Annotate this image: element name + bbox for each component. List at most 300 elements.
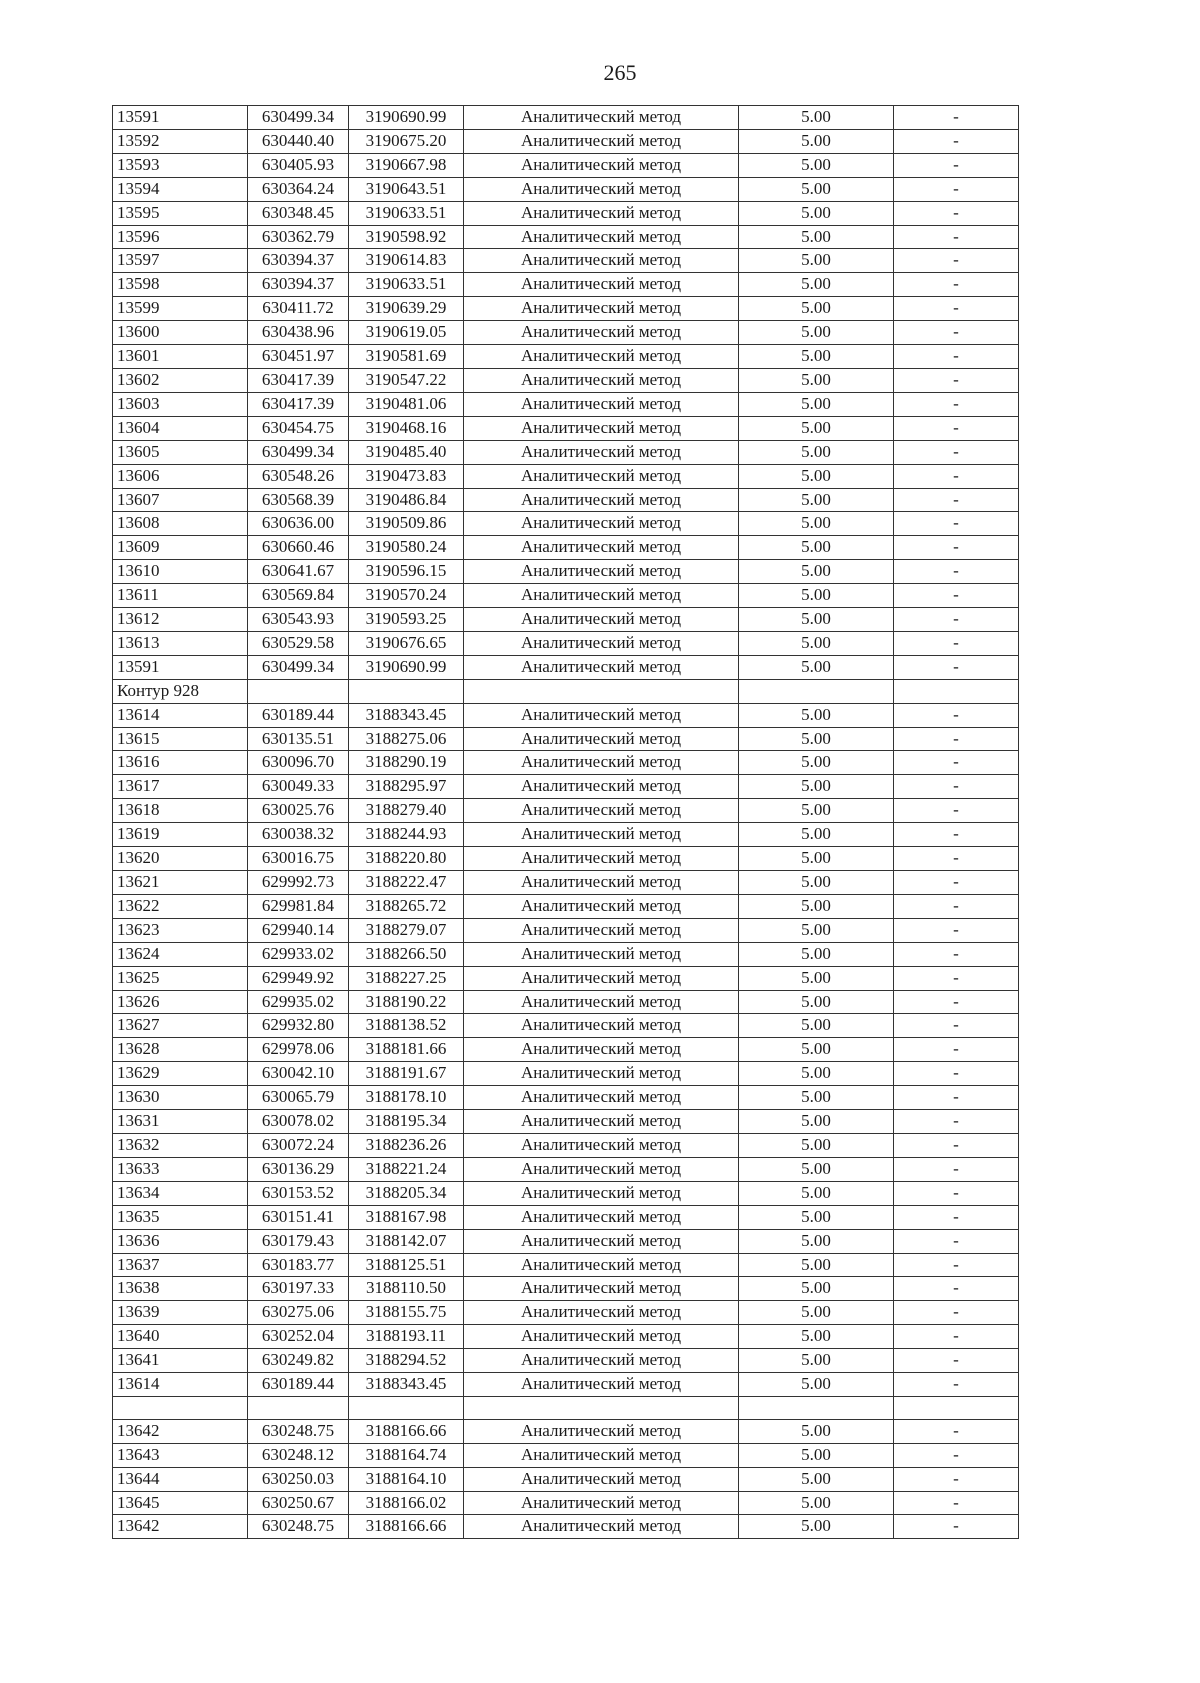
point-number-cell: 13617 bbox=[113, 775, 248, 799]
method-cell: Аналитический метод bbox=[464, 751, 739, 775]
accuracy-cell: 5.00 bbox=[739, 488, 894, 512]
x-coordinate-cell: 630025.76 bbox=[248, 799, 349, 823]
method-cell: Аналитический метод bbox=[464, 631, 739, 655]
table-row bbox=[113, 321, 1019, 345]
method-cell: Аналитический метод bbox=[464, 966, 739, 990]
method-cell: Аналитический метод bbox=[464, 584, 739, 608]
table-row bbox=[113, 1229, 1019, 1253]
note-cell: - bbox=[894, 727, 1019, 751]
x-coordinate-cell: 629992.73 bbox=[248, 871, 349, 895]
y-coordinate-cell: 3190639.29 bbox=[349, 297, 464, 321]
point-number-cell: 13614 bbox=[113, 703, 248, 727]
point-number-cell: 13636 bbox=[113, 1229, 248, 1253]
point-number-cell: 13591 bbox=[113, 106, 248, 130]
note-cell: - bbox=[894, 512, 1019, 536]
x-coordinate-cell: 630362.79 bbox=[248, 225, 349, 249]
accuracy-cell: 5.00 bbox=[739, 1110, 894, 1134]
point-number-cell: 13605 bbox=[113, 440, 248, 464]
accuracy-cell: 5.00 bbox=[739, 631, 894, 655]
x-coordinate-cell: 630568.39 bbox=[248, 488, 349, 512]
y-coordinate-cell: 3188294.52 bbox=[349, 1349, 464, 1373]
y-coordinate-cell: 3190581.69 bbox=[349, 345, 464, 369]
y-coordinate-cell: 3188155.75 bbox=[349, 1301, 464, 1325]
point-number-cell: 13619 bbox=[113, 823, 248, 847]
x-coordinate-cell: 630136.29 bbox=[248, 1157, 349, 1181]
accuracy-cell: 5.00 bbox=[739, 416, 894, 440]
method-cell: Аналитический метод bbox=[464, 1038, 739, 1062]
coordinates-table-body bbox=[113, 106, 1019, 1539]
method-cell: Аналитический метод bbox=[464, 823, 739, 847]
y-coordinate-cell: 3188222.47 bbox=[349, 871, 464, 895]
y-coordinate-cell: 3188181.66 bbox=[349, 1038, 464, 1062]
x-coordinate-cell: 630440.40 bbox=[248, 129, 349, 153]
y-coordinate-cell: 3188227.25 bbox=[349, 966, 464, 990]
note-cell: - bbox=[894, 560, 1019, 584]
method-cell bbox=[464, 679, 739, 703]
method-cell: Аналитический метод bbox=[464, 416, 739, 440]
table-row bbox=[113, 129, 1019, 153]
method-cell: Аналитический метод bbox=[464, 871, 739, 895]
x-coordinate-cell bbox=[248, 1396, 349, 1419]
y-coordinate-cell: 3190485.40 bbox=[349, 440, 464, 464]
y-coordinate-cell: 3190675.20 bbox=[349, 129, 464, 153]
y-coordinate-cell: 3190619.05 bbox=[349, 321, 464, 345]
table-row bbox=[113, 1110, 1019, 1134]
accuracy-cell: 5.00 bbox=[739, 918, 894, 942]
y-coordinate-cell: 3188138.52 bbox=[349, 1014, 464, 1038]
x-coordinate-cell: 630189.44 bbox=[248, 703, 349, 727]
table-row bbox=[113, 1467, 1019, 1491]
table-row bbox=[113, 1157, 1019, 1181]
method-cell: Аналитический метод bbox=[464, 1301, 739, 1325]
x-coordinate-cell: 630438.96 bbox=[248, 321, 349, 345]
note-cell: - bbox=[894, 1205, 1019, 1229]
note-cell: - bbox=[894, 823, 1019, 847]
note-cell: - bbox=[894, 536, 1019, 560]
table-row bbox=[113, 1373, 1019, 1397]
x-coordinate-cell: 629978.06 bbox=[248, 1038, 349, 1062]
accuracy-cell: 5.00 bbox=[739, 871, 894, 895]
point-number-cell: 13622 bbox=[113, 894, 248, 918]
method-cell: Аналитический метод bbox=[464, 1229, 739, 1253]
note-cell: - bbox=[894, 488, 1019, 512]
point-number-cell: 13611 bbox=[113, 584, 248, 608]
y-coordinate-cell: 3190473.83 bbox=[349, 464, 464, 488]
table-row bbox=[113, 608, 1019, 632]
method-cell: Аналитический метод bbox=[464, 129, 739, 153]
note-cell: - bbox=[894, 416, 1019, 440]
method-cell: Аналитический метод bbox=[464, 106, 739, 130]
y-coordinate-cell: 3190633.51 bbox=[349, 273, 464, 297]
table-row bbox=[113, 512, 1019, 536]
accuracy-cell: 5.00 bbox=[739, 703, 894, 727]
x-coordinate-cell: 630065.79 bbox=[248, 1086, 349, 1110]
table-row bbox=[113, 273, 1019, 297]
point-number-cell: 13603 bbox=[113, 392, 248, 416]
table-row bbox=[113, 1205, 1019, 1229]
accuracy-cell: 5.00 bbox=[739, 321, 894, 345]
y-coordinate-cell: 3188220.80 bbox=[349, 847, 464, 871]
table-row bbox=[113, 440, 1019, 464]
method-cell: Аналитический метод bbox=[464, 1515, 739, 1539]
table-row bbox=[113, 871, 1019, 895]
accuracy-cell: 5.00 bbox=[739, 1181, 894, 1205]
note-cell: - bbox=[894, 1515, 1019, 1539]
accuracy-cell: 5.00 bbox=[739, 655, 894, 679]
x-coordinate-cell: 630038.32 bbox=[248, 823, 349, 847]
point-number-cell: 13629 bbox=[113, 1062, 248, 1086]
table-row bbox=[113, 727, 1019, 751]
method-cell: Аналитический метод bbox=[464, 703, 739, 727]
x-coordinate-cell: 630641.67 bbox=[248, 560, 349, 584]
table-row bbox=[113, 201, 1019, 225]
point-number-cell: 13596 bbox=[113, 225, 248, 249]
point-number-cell: 13606 bbox=[113, 464, 248, 488]
point-number-cell: 13640 bbox=[113, 1325, 248, 1349]
x-coordinate-cell: 630042.10 bbox=[248, 1062, 349, 1086]
y-coordinate-cell: 3190481.06 bbox=[349, 392, 464, 416]
x-coordinate-cell: 630364.24 bbox=[248, 177, 349, 201]
accuracy-cell: 5.00 bbox=[739, 368, 894, 392]
method-cell: Аналитический метод bbox=[464, 1157, 739, 1181]
y-coordinate-cell: 3188142.07 bbox=[349, 1229, 464, 1253]
x-coordinate-cell: 630499.34 bbox=[248, 440, 349, 464]
y-coordinate-cell: 3188190.22 bbox=[349, 990, 464, 1014]
note-cell: - bbox=[894, 440, 1019, 464]
y-coordinate-cell: 3188279.07 bbox=[349, 918, 464, 942]
point-number-cell: 13608 bbox=[113, 512, 248, 536]
point-number-cell: 13604 bbox=[113, 416, 248, 440]
note-cell: - bbox=[894, 368, 1019, 392]
point-number-cell: 13625 bbox=[113, 966, 248, 990]
method-cell: Аналитический метод bbox=[464, 942, 739, 966]
accuracy-cell: 5.00 bbox=[739, 751, 894, 775]
y-coordinate-cell: 3188266.50 bbox=[349, 942, 464, 966]
accuracy-cell: 5.00 bbox=[739, 1062, 894, 1086]
point-number-cell: 13624 bbox=[113, 942, 248, 966]
x-coordinate-cell: 630548.26 bbox=[248, 464, 349, 488]
point-number-cell: 13591 bbox=[113, 655, 248, 679]
point-number-cell: 13645 bbox=[113, 1491, 248, 1515]
accuracy-cell: 5.00 bbox=[739, 608, 894, 632]
note-cell: - bbox=[894, 1349, 1019, 1373]
point-number-cell: 13626 bbox=[113, 990, 248, 1014]
x-coordinate-cell: 630569.84 bbox=[248, 584, 349, 608]
y-coordinate-cell: 3188343.45 bbox=[349, 703, 464, 727]
point-number-cell: 13641 bbox=[113, 1349, 248, 1373]
point-number-cell: 13630 bbox=[113, 1086, 248, 1110]
note-cell: - bbox=[894, 1467, 1019, 1491]
note-cell: - bbox=[894, 1443, 1019, 1467]
method-cell: Аналитический метод bbox=[464, 440, 739, 464]
table-row bbox=[113, 1014, 1019, 1038]
table-row bbox=[113, 823, 1019, 847]
method-cell: Аналитический метод bbox=[464, 201, 739, 225]
x-coordinate-cell: 630183.77 bbox=[248, 1253, 349, 1277]
x-coordinate-cell: 630049.33 bbox=[248, 775, 349, 799]
y-coordinate-cell: 3188125.51 bbox=[349, 1253, 464, 1277]
y-coordinate-cell: 3188164.74 bbox=[349, 1443, 464, 1467]
note-cell: - bbox=[894, 1373, 1019, 1397]
y-coordinate-cell: 3190570.24 bbox=[349, 584, 464, 608]
table-row bbox=[113, 584, 1019, 608]
y-coordinate-cell: 3188244.93 bbox=[349, 823, 464, 847]
note-cell: - bbox=[894, 129, 1019, 153]
table-row bbox=[113, 560, 1019, 584]
x-coordinate-cell: 630417.39 bbox=[248, 368, 349, 392]
accuracy-cell: 5.00 bbox=[739, 201, 894, 225]
x-coordinate-cell: 630660.46 bbox=[248, 536, 349, 560]
note-cell: - bbox=[894, 321, 1019, 345]
point-number-cell: 13600 bbox=[113, 321, 248, 345]
method-cell: Аналитический метод bbox=[464, 1467, 739, 1491]
method-cell: Аналитический метод bbox=[464, 297, 739, 321]
method-cell: Аналитический метод bbox=[464, 1349, 739, 1373]
accuracy-cell: 5.00 bbox=[739, 440, 894, 464]
y-coordinate-cell: 3188343.45 bbox=[349, 1373, 464, 1397]
table-row bbox=[113, 1325, 1019, 1349]
table-row bbox=[113, 153, 1019, 177]
x-coordinate-cell: 630451.97 bbox=[248, 345, 349, 369]
y-coordinate-cell: 3188236.26 bbox=[349, 1133, 464, 1157]
note-cell: - bbox=[894, 177, 1019, 201]
x-coordinate-cell: 629949.92 bbox=[248, 966, 349, 990]
x-coordinate-cell: 630275.06 bbox=[248, 1301, 349, 1325]
x-coordinate-cell: 629933.02 bbox=[248, 942, 349, 966]
page-number: 265 bbox=[603, 60, 637, 85]
note-cell: - bbox=[894, 201, 1019, 225]
point-number-cell: 13643 bbox=[113, 1443, 248, 1467]
point-number-cell: 13614 bbox=[113, 1373, 248, 1397]
accuracy-cell: 5.00 bbox=[739, 129, 894, 153]
method-cell: Аналитический метод bbox=[464, 1062, 739, 1086]
note-cell: - bbox=[894, 392, 1019, 416]
point-number-cell: 13628 bbox=[113, 1038, 248, 1062]
method-cell: Аналитический метод bbox=[464, 1110, 739, 1134]
x-coordinate-cell: 630348.45 bbox=[248, 201, 349, 225]
method-cell: Аналитический метод bbox=[464, 918, 739, 942]
x-coordinate-cell: 630250.67 bbox=[248, 1491, 349, 1515]
point-number-cell: 13616 bbox=[113, 751, 248, 775]
point-number-cell: 13627 bbox=[113, 1014, 248, 1038]
y-coordinate-cell: 3190596.15 bbox=[349, 560, 464, 584]
method-cell: Аналитический метод bbox=[464, 1277, 739, 1301]
x-coordinate-cell: 630405.93 bbox=[248, 153, 349, 177]
y-coordinate-cell: 3190643.51 bbox=[349, 177, 464, 201]
coordinates-table bbox=[112, 105, 1019, 1539]
note-cell: - bbox=[894, 1301, 1019, 1325]
note-cell: - bbox=[894, 871, 1019, 895]
point-number-cell: 13642 bbox=[113, 1419, 248, 1443]
y-coordinate-cell: 3188205.34 bbox=[349, 1181, 464, 1205]
point-number-cell: 13601 bbox=[113, 345, 248, 369]
method-cell: Аналитический метод bbox=[464, 249, 739, 273]
table-row bbox=[113, 1133, 1019, 1157]
y-coordinate-cell: 3190580.24 bbox=[349, 536, 464, 560]
table-row bbox=[113, 1515, 1019, 1539]
method-cell: Аналитический метод bbox=[464, 847, 739, 871]
accuracy-cell: 5.00 bbox=[739, 1038, 894, 1062]
note-cell: - bbox=[894, 1277, 1019, 1301]
x-coordinate-cell: 630151.41 bbox=[248, 1205, 349, 1229]
accuracy-cell: 5.00 bbox=[739, 464, 894, 488]
point-number-cell: 13623 bbox=[113, 918, 248, 942]
method-cell bbox=[464, 1396, 739, 1419]
point-number-cell: 13644 bbox=[113, 1467, 248, 1491]
y-coordinate-cell: 3188279.40 bbox=[349, 799, 464, 823]
method-cell: Аналитический метод bbox=[464, 560, 739, 584]
table-row bbox=[113, 1062, 1019, 1086]
table-row bbox=[113, 942, 1019, 966]
note-cell: - bbox=[894, 799, 1019, 823]
accuracy-cell bbox=[739, 1396, 894, 1419]
y-coordinate-cell: 3188290.19 bbox=[349, 751, 464, 775]
note-cell: - bbox=[894, 942, 1019, 966]
table-row bbox=[113, 679, 1019, 703]
x-coordinate-cell: 630189.44 bbox=[248, 1373, 349, 1397]
accuracy-cell: 5.00 bbox=[739, 1205, 894, 1229]
note-cell: - bbox=[894, 153, 1019, 177]
method-cell: Аналитический метод bbox=[464, 1014, 739, 1038]
table-row bbox=[113, 464, 1019, 488]
point-number-cell: 13592 bbox=[113, 129, 248, 153]
accuracy-cell: 5.00 bbox=[739, 1086, 894, 1110]
note-cell: - bbox=[894, 894, 1019, 918]
note-cell: - bbox=[894, 297, 1019, 321]
note-cell: - bbox=[894, 1014, 1019, 1038]
x-coordinate-cell: 630394.37 bbox=[248, 273, 349, 297]
table-row bbox=[113, 799, 1019, 823]
point-number-cell: 13610 bbox=[113, 560, 248, 584]
x-coordinate-cell: 630543.93 bbox=[248, 608, 349, 632]
point-number-cell: 13612 bbox=[113, 608, 248, 632]
table-row bbox=[113, 249, 1019, 273]
note-cell: - bbox=[894, 106, 1019, 130]
note-cell: - bbox=[894, 1253, 1019, 1277]
table-row bbox=[113, 1419, 1019, 1443]
point-number-cell: 13639 bbox=[113, 1301, 248, 1325]
note-cell: - bbox=[894, 1491, 1019, 1515]
accuracy-cell: 5.00 bbox=[739, 560, 894, 584]
note-cell: - bbox=[894, 1325, 1019, 1349]
x-coordinate-cell: 630417.39 bbox=[248, 392, 349, 416]
x-coordinate-cell: 630078.02 bbox=[248, 1110, 349, 1134]
table-row bbox=[113, 106, 1019, 130]
accuracy-cell: 5.00 bbox=[739, 177, 894, 201]
x-coordinate-cell: 630072.24 bbox=[248, 1133, 349, 1157]
x-coordinate-cell: 630499.34 bbox=[248, 106, 349, 130]
accuracy-cell: 5.00 bbox=[739, 536, 894, 560]
x-coordinate-cell: 630016.75 bbox=[248, 847, 349, 871]
y-coordinate-cell: 3190509.86 bbox=[349, 512, 464, 536]
y-coordinate-cell: 3188193.11 bbox=[349, 1325, 464, 1349]
accuracy-cell: 5.00 bbox=[739, 1301, 894, 1325]
x-coordinate-cell: 630250.03 bbox=[248, 1467, 349, 1491]
table-row bbox=[113, 990, 1019, 1014]
y-coordinate-cell: 3190468.16 bbox=[349, 416, 464, 440]
note-cell: - bbox=[894, 1181, 1019, 1205]
x-coordinate-cell: 630248.75 bbox=[248, 1515, 349, 1539]
note-cell: - bbox=[894, 918, 1019, 942]
point-number-cell: 13631 bbox=[113, 1110, 248, 1134]
x-coordinate-cell: 630135.51 bbox=[248, 727, 349, 751]
method-cell: Аналитический метод bbox=[464, 1181, 739, 1205]
method-cell: Аналитический метод bbox=[464, 273, 739, 297]
table-row bbox=[113, 1349, 1019, 1373]
note-cell: - bbox=[894, 1133, 1019, 1157]
method-cell: Аналитический метод bbox=[464, 225, 739, 249]
point-number-cell: 13634 bbox=[113, 1181, 248, 1205]
method-cell: Аналитический метод bbox=[464, 799, 739, 823]
note-cell: - bbox=[894, 1110, 1019, 1134]
note-cell bbox=[894, 1396, 1019, 1419]
table-row bbox=[113, 751, 1019, 775]
y-coordinate-cell: 3188167.98 bbox=[349, 1205, 464, 1229]
table-row bbox=[113, 1253, 1019, 1277]
method-cell: Аналитический метод bbox=[464, 392, 739, 416]
table-row bbox=[113, 536, 1019, 560]
accuracy-cell: 5.00 bbox=[739, 1515, 894, 1539]
accuracy-cell: 5.00 bbox=[739, 512, 894, 536]
accuracy-cell: 5.00 bbox=[739, 727, 894, 751]
note-cell: - bbox=[894, 608, 1019, 632]
accuracy-cell: 5.00 bbox=[739, 1325, 894, 1349]
table-row bbox=[113, 1396, 1019, 1419]
note-cell: - bbox=[894, 1157, 1019, 1181]
x-coordinate-cell: 629932.80 bbox=[248, 1014, 349, 1038]
y-coordinate-cell: 3190593.25 bbox=[349, 608, 464, 632]
x-coordinate-cell: 630252.04 bbox=[248, 1325, 349, 1349]
x-coordinate-cell: 630179.43 bbox=[248, 1229, 349, 1253]
point-number-cell: 13615 bbox=[113, 727, 248, 751]
x-coordinate-cell: 630096.70 bbox=[248, 751, 349, 775]
x-coordinate-cell: 630529.58 bbox=[248, 631, 349, 655]
y-coordinate-cell: 3190676.65 bbox=[349, 631, 464, 655]
point-number-cell: 13593 bbox=[113, 153, 248, 177]
point-number-cell: 13613 bbox=[113, 631, 248, 655]
point-number-cell: 13599 bbox=[113, 297, 248, 321]
accuracy-cell: 5.00 bbox=[739, 153, 894, 177]
accuracy-cell: 5.00 bbox=[739, 1373, 894, 1397]
accuracy-cell: 5.00 bbox=[739, 1277, 894, 1301]
table-row bbox=[113, 775, 1019, 799]
accuracy-cell: 5.00 bbox=[739, 823, 894, 847]
note-cell: - bbox=[894, 1038, 1019, 1062]
point-number-cell: 13607 bbox=[113, 488, 248, 512]
method-cell: Аналитический метод bbox=[464, 488, 739, 512]
accuracy-cell: 5.00 bbox=[739, 775, 894, 799]
table-row bbox=[113, 847, 1019, 871]
table-row bbox=[113, 655, 1019, 679]
method-cell: Аналитический метод bbox=[464, 1133, 739, 1157]
note-cell: - bbox=[894, 990, 1019, 1014]
table-row bbox=[113, 966, 1019, 990]
accuracy-cell: 5.00 bbox=[739, 106, 894, 130]
accuracy-cell: 5.00 bbox=[739, 297, 894, 321]
method-cell: Аналитический метод bbox=[464, 990, 739, 1014]
y-coordinate-cell: 3188275.06 bbox=[349, 727, 464, 751]
note-cell: - bbox=[894, 273, 1019, 297]
note-cell: - bbox=[894, 655, 1019, 679]
accuracy-cell: 5.00 bbox=[739, 1467, 894, 1491]
note-cell: - bbox=[894, 1229, 1019, 1253]
note-cell: - bbox=[894, 1086, 1019, 1110]
y-coordinate-cell: 3188166.66 bbox=[349, 1419, 464, 1443]
table-row bbox=[113, 416, 1019, 440]
note-cell: - bbox=[894, 584, 1019, 608]
x-coordinate-cell: 630153.52 bbox=[248, 1181, 349, 1205]
point-number-cell: 13594 bbox=[113, 177, 248, 201]
